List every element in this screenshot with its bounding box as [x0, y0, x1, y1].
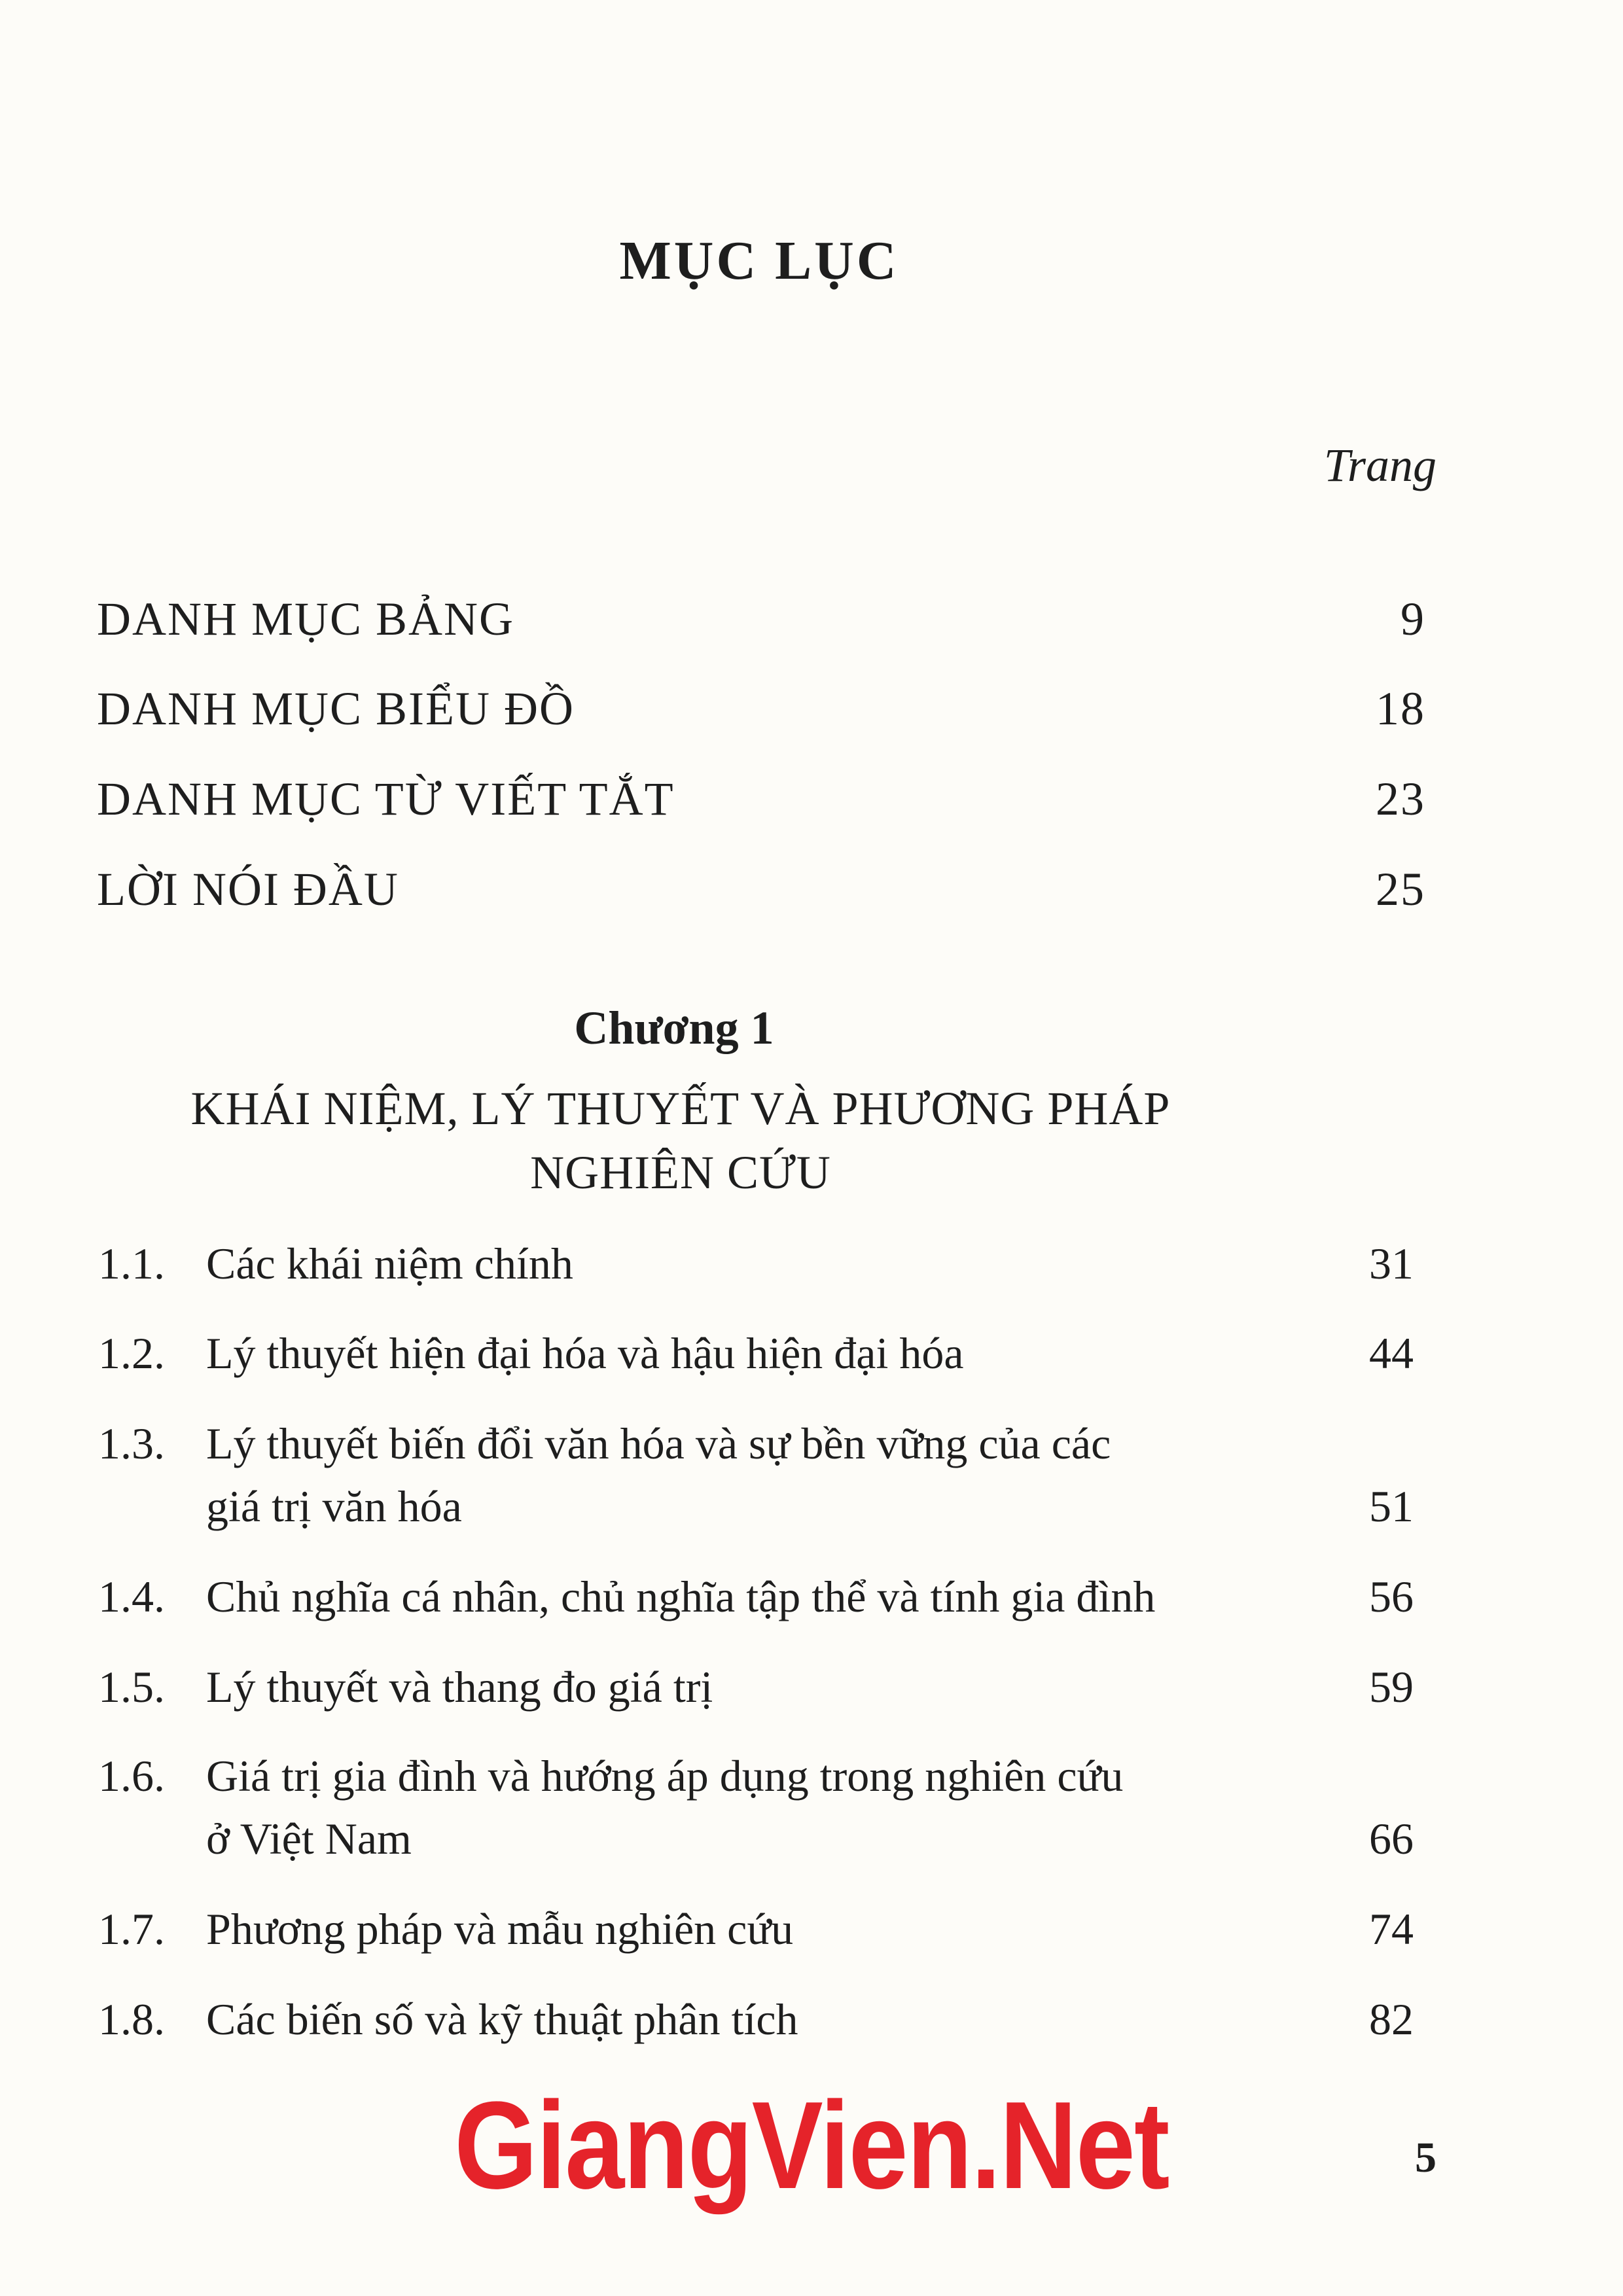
entry-number: 1.5.	[98, 1662, 165, 1712]
front-matter-page: 18	[1376, 682, 1425, 735]
chapter-title-line: NGHIÊN CỨU	[530, 1146, 831, 1199]
entry-number: 1.3.	[98, 1419, 165, 1468]
front-matter-label: DANH MỤC TỪ VIẾT TẮT	[97, 773, 675, 825]
front-matter-page: 23	[1376, 773, 1425, 825]
entry-title-line: ở Việt Nam	[206, 1814, 412, 1863]
front-matter-label: DANH MỤC BẢNG	[97, 593, 515, 645]
entry-number: 1.4.	[98, 1572, 165, 1621]
entry-title: Lý thuyết và thang đo giá trị	[206, 1662, 713, 1712]
page-column-label: Trang	[1323, 439, 1436, 491]
entry-title	[206, 1412, 1332, 1538]
entry-page: 59	[1369, 1662, 1414, 1712]
page-title: MỤC LỤC	[619, 230, 899, 291]
entry-page: 82	[1369, 1994, 1414, 2044]
entry-page: 44	[1369, 1328, 1414, 1378]
page-number: 5	[1415, 2134, 1436, 2181]
entry-page: 51	[1369, 1481, 1414, 1531]
chapter-title-line: KHÁI NIỆM, LÝ THUYẾT VÀ PHƯƠNG PHÁP	[190, 1082, 1171, 1135]
front-matter-label: LỜI NÓI ĐẦU	[97, 863, 399, 915]
entry-title-line: giá trị văn hóa	[206, 1481, 462, 1531]
site-watermark: GiangVien.Net	[454, 2076, 1169, 2215]
entry-page: 31	[1369, 1239, 1414, 1288]
entry-page: 66	[1369, 1814, 1414, 1863]
front-matter-page: 25	[1376, 863, 1425, 915]
entry-title: Chủ nghĩa cá nhân, chủ nghĩa tập thể và tính gia đình	[206, 1572, 1156, 1621]
entry-number: 1.2.	[98, 1328, 165, 1378]
entry-number: 1.7.	[98, 1904, 165, 1954]
front-matter-page: 9	[1400, 593, 1425, 645]
entry-page: 56	[1369, 1572, 1414, 1621]
entry-number: 1.6.	[98, 1751, 165, 1801]
entry-title-line: Lý thuyết biến đổi văn hóa và sự bền vững của các	[206, 1419, 1111, 1468]
entry-title: Lý thuyết hiện đại hóa và hậu hiện đại hóa	[206, 1328, 964, 1378]
entry-title: Phương pháp và mẫu nghiên cứu	[206, 1904, 794, 1954]
entry-title: Các khái niệm chính	[206, 1239, 573, 1288]
entry-number: 1.1.	[98, 1239, 165, 1288]
entry-title-line: Giá trị gia đình và hướng áp dụng trong nghiên cứu	[206, 1751, 1124, 1801]
front-matter-label: DANH MỤC BIỂU ĐỒ	[97, 682, 575, 735]
chapter-title	[137, 1076, 1224, 1205]
entry-page: 74	[1369, 1904, 1414, 1954]
entry-number: 1.8.	[98, 1994, 165, 2044]
chapter-number: Chương 1	[574, 1002, 774, 1054]
entry-title	[206, 1744, 1332, 1870]
entry-title: Các biến số và kỹ thuật phân tích	[206, 1994, 798, 2044]
